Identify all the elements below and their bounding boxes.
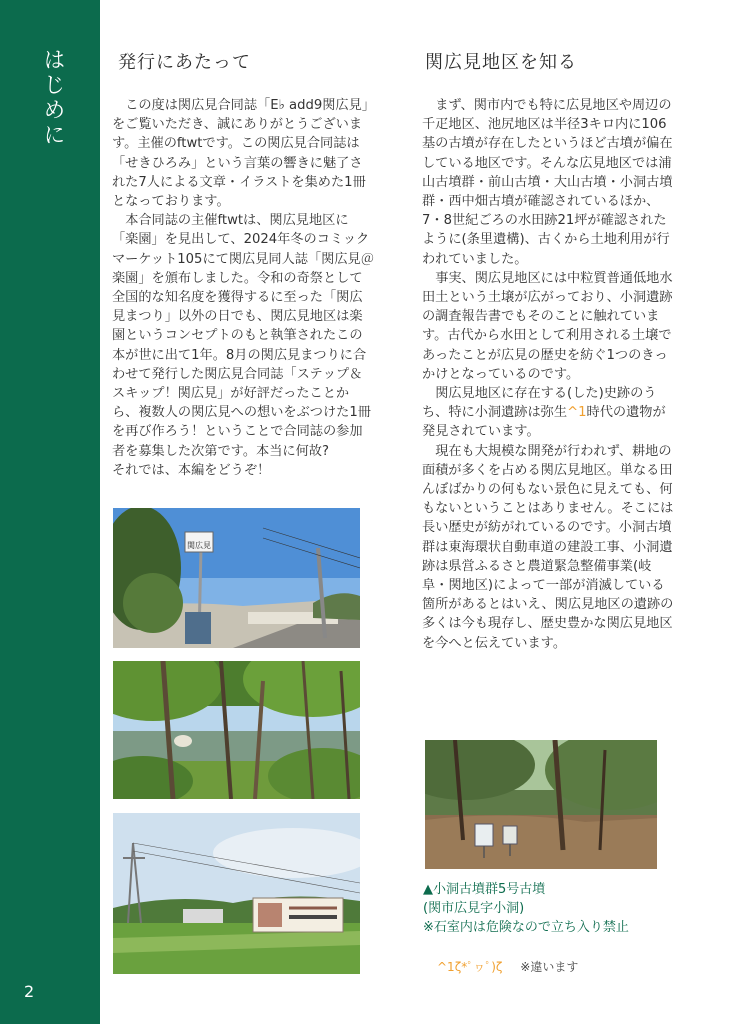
intro-paragraph-2: 本合同誌の主催ftwtは、関広見地区に「楽園」を見出して、2024年冬のコミックマーケット105にて関広見同人誌「関広見＠楽園」を頒布しました。令和の奇祭として全国的な知名度を獲得するに至った「関広見まつり」以外の日でも、関広見地区は楽園というコンセプトのもと執筆されたこの本が世に出て1年。8月の関広見まつりに合わせて発行した関広見合同誌「ステップ＆スキップ！関広見」が好評だったことから、複数人の関広見への想いをぶつけた1冊を再び作ろう！ということで合同誌の参加者を募集した次第です。本当に何故? xyxy=(112,213,374,459)
footnote-mark: ^1 xyxy=(567,405,587,421)
road-sign-text: 関広見 xyxy=(187,541,211,550)
right-heading: 関広見地区を知る xyxy=(425,52,577,73)
left-column xyxy=(112,96,374,480)
photo-caption xyxy=(423,880,683,937)
footnote xyxy=(437,958,578,975)
left-heading: 発行にあたって xyxy=(118,52,251,73)
section-title: はじめに xyxy=(40,48,65,148)
photo-field-billboard xyxy=(113,813,360,974)
sidebar xyxy=(0,0,100,1024)
history-paragraph-1: まず、関市内でも特に広見地区や周辺の千疋地区、池尻地区は半径3キロ内に106基の古墳が存在したというほど古墳が偏在している地区です。そんな広見地区では浦山古墳群・前山古墳・大山古墳・小洞古墳群・西中畑古墳が確認されているほか、7・8世紀ごろの水田跡21坪が確認されたように(条里遺構)、古くから土地利用が行われていました。 xyxy=(422,98,673,267)
caption-line-3: ※石室内は危険なので立ち入り禁止 xyxy=(423,920,629,935)
footnote-emoticon: ^1ζ*ﾟヮﾟ)ζ xyxy=(437,960,503,974)
right-column xyxy=(422,96,674,653)
intro-paragraph-3: それでは、本編をどうぞ！ xyxy=(112,462,271,478)
page-number: 2 xyxy=(24,982,35,1001)
history-paragraph-3: 関広見地区に存在する(した)史跡のうち、特に小洞遺跡は弥生^1時代の遺物が発見されています。 xyxy=(422,386,666,440)
photo-forest-view xyxy=(113,661,360,799)
history-paragraph-4: 現在も大規模な開発が行われず、耕地の面積が多くを占める関広見地区。単なる田んぼばかりの何もない景色に見えても、何もないということはありません。そこには長い歴史が紡がれているのです。小洞古墳群は東海環状自動車道の建設工事、小洞遺跡は県営ふるさと農道緊急整備事業(岐阜・関地区)によって一部が消滅している箇所があるとはいえ、関広見地区の遺跡の多くは今も現存し、歴史豊かな関広見地区を今へと伝えています。 xyxy=(422,443,674,651)
photo-road-sign xyxy=(113,508,360,648)
photo-kofun-site xyxy=(425,740,657,869)
caption-line-2: (関市広見字小洞) xyxy=(423,901,525,916)
history-paragraph-2: 事実、関広見地区には中粒質普通低地水田土という土壌が広がっており、小洞遺跡の調査報告書でもそのことに触れています。古代から水田として利用される土壌であったことが広見の歴史を紡ぐ1つのきっかけとなっているのです。 xyxy=(422,270,673,382)
intro-paragraph-1: この度は関広見合同誌「E♭ add9関広見」をご覧いただき、誠にありがとうございます。主催のftwtです。この関広見合同誌は「せきひろみ」という言葉の響きに魅了された7人による文章・イラストを集めた1冊となっております。 xyxy=(112,98,369,210)
caption-line-1: ▲小洞古墳群5号古墳 xyxy=(423,882,546,897)
footnote-text: ※違います xyxy=(520,960,579,974)
